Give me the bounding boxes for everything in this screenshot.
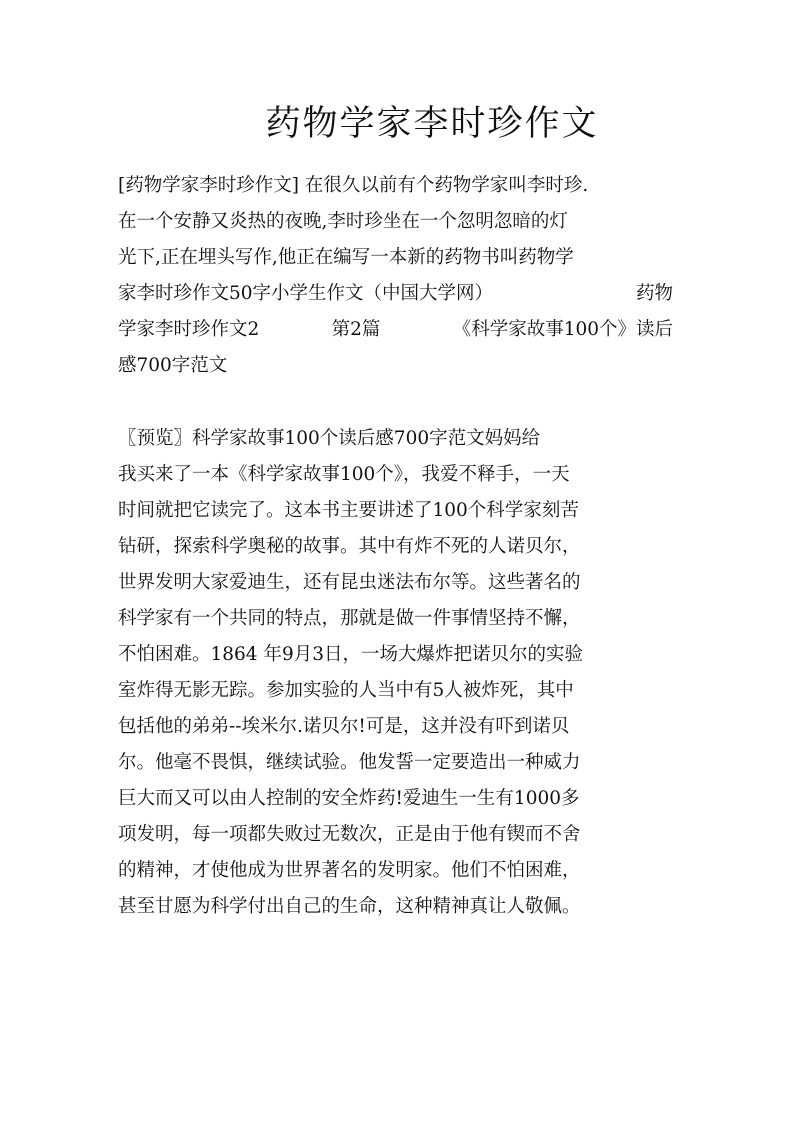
text-line: 巨大而又可以由人控制的安全炸药!爱迪生一生有1000多: [118, 788, 580, 809]
text-line: 时间就把它读完了。这本书主要讲述了100个科学家刻苦: [118, 500, 579, 521]
text-line: 的精神，才使他成为世界著名的发明家。他们不怕困难，: [118, 860, 581, 881]
text-line: [药物学家李时珍作文] 在很久以前有个药物学家叫李时珍.: [118, 175, 589, 196]
text-line: 在一个安静又炎热的夜晚,李时珍坐在一个忽明忽暗的灯: [118, 211, 568, 232]
text-line: 甚至甘愿为科学付出自己的生命，这种精神真让人敬佩。: [118, 896, 581, 917]
text-line: 钻研，探索科学奥秘的故事。其中有炸不死的人诺贝尔，: [118, 536, 581, 557]
text-line: 世界发明大家爱迪生，还有昆虫迷法布尔等。这些著名的: [118, 572, 581, 593]
text-line: [118, 312, 673, 348]
paragraph-review: [118, 421, 678, 925]
text-segment: 《科学家故事100个》读后: [452, 319, 673, 340]
text-line: 我买来了一本《科学家故事100个》，我爱不释手，一天: [118, 464, 570, 485]
document-title: 药物学家李时珍作文: [265, 104, 599, 144]
text-line: 室炸得无影无踪。参加实验的人当中有5人被炸死，其中: [118, 680, 574, 701]
text-line: 不怕困难。1864 年9月3日，一场大爆炸把诺贝尔的实验: [118, 644, 584, 665]
text-line: 科学家有一个共同的特点，那就是做一件事情坚持不懈，: [118, 608, 581, 629]
text-line: 光下,正在埋头写作,他正在编写一本新的药物书叫药物学: [118, 247, 574, 268]
text-line: 尔。他毫不畏惧，继续试验。他发誓一定要造出一种威力: [118, 752, 581, 773]
paragraph-intro: [118, 168, 678, 384]
text-line: 项发明，每一项都失败过无数次，正是由于他有锲而不舍: [118, 824, 581, 845]
text-line: 〖预览〗科学家故事100个读后感700字范文妈妈给: [118, 428, 541, 449]
text-line: [118, 276, 673, 312]
text-line: 感700字范文: [118, 355, 228, 376]
text-segment: 学家李时珍作文2: [118, 319, 260, 340]
text-line: 包括他的弟弟--埃米尔.诺贝尔!可是，这并没有吓到诺贝: [118, 716, 570, 737]
text-segment: 第2篇: [331, 319, 381, 340]
text-segment: 家李时珍作文50字小学生作文（中国大学网）: [118, 283, 494, 304]
text-segment: 药物: [635, 283, 673, 304]
